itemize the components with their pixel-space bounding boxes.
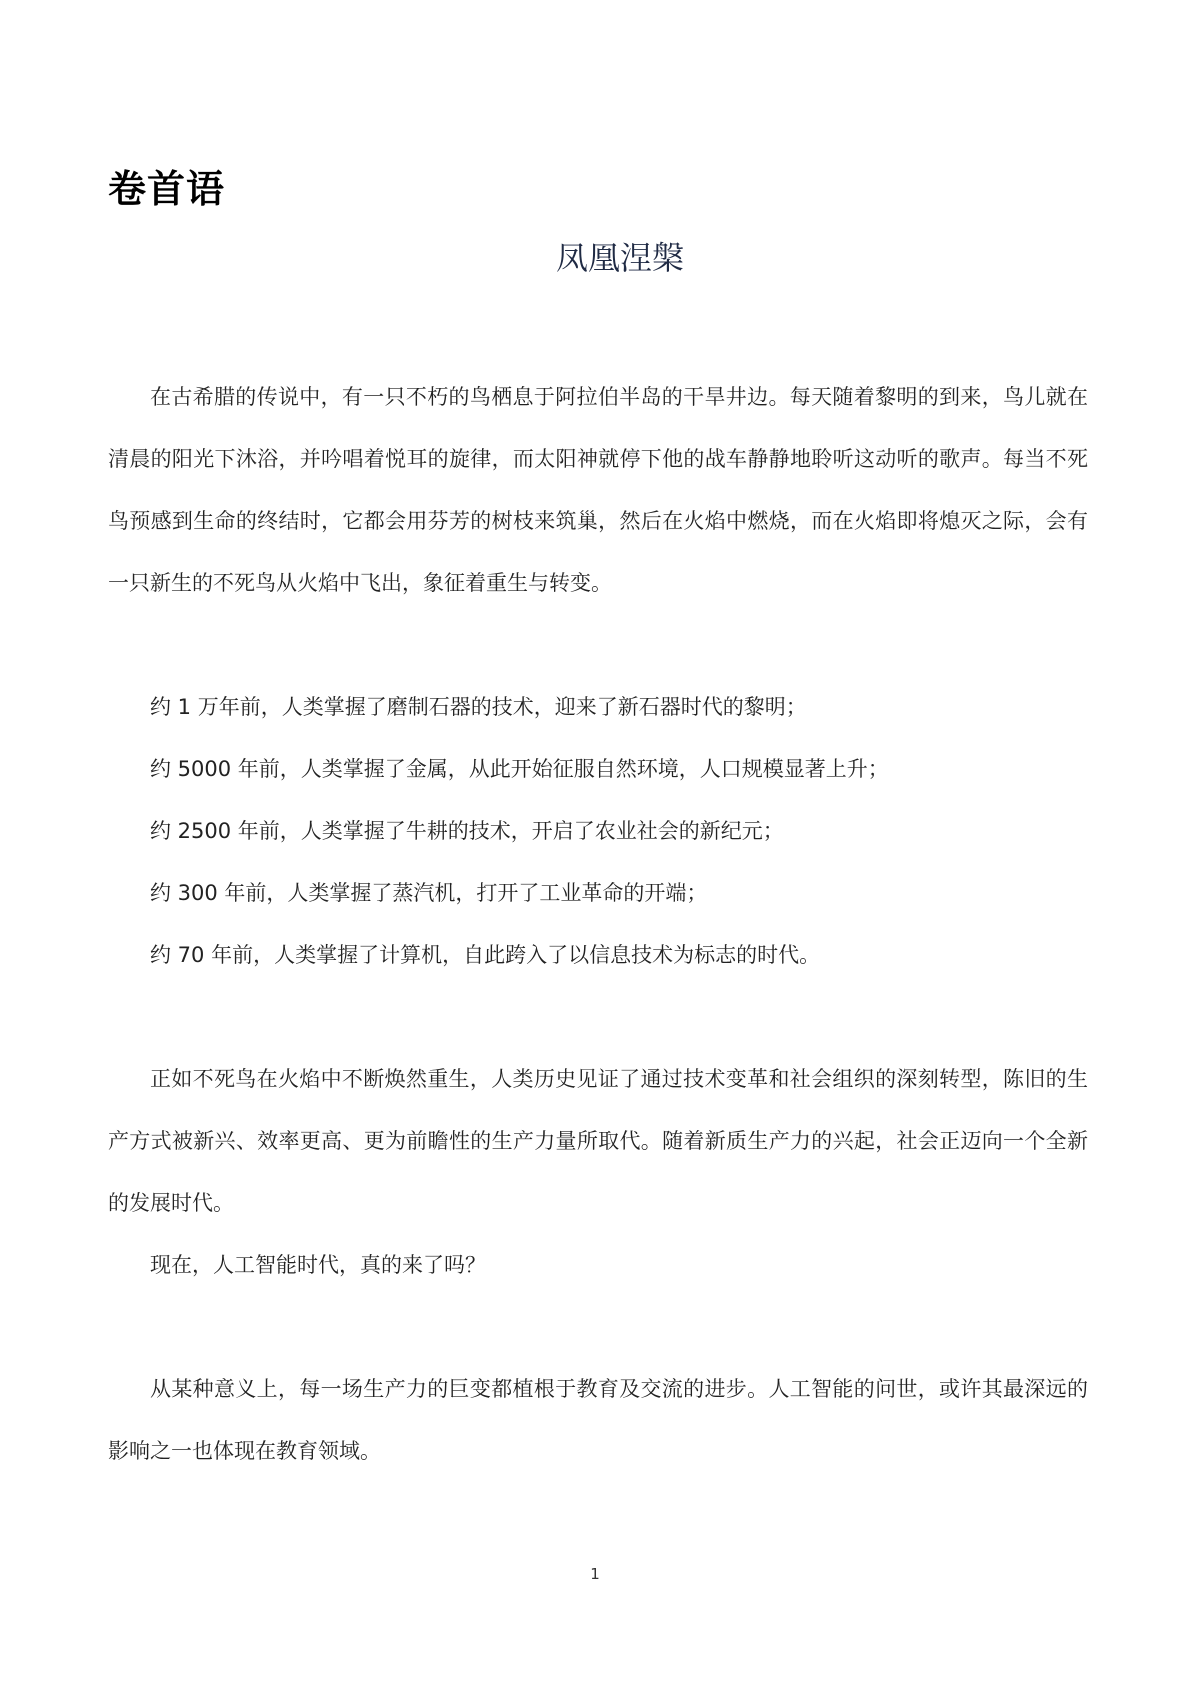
timeline-item: 约 5000 年前，人类掌握了金属，从此开始征服自然环境，人口规模显著上升；: [150, 757, 889, 781]
paragraph-gap: [108, 986, 1088, 1048]
timeline-item: 约 2500 年前，人类掌握了牛耕的技术，开启了农业社会的新纪元；: [150, 819, 784, 843]
paragraph-phoenix-legend: 在古希腊的传说中，有一只不朽的鸟栖息于阿拉伯半岛的干旱井边。每天随着黎明的到来，鸟儿就在清晨的阳光下沐浴，并吟唱着悦耳的旋律，而太阳神就停下他的战车静静地聆听这动听的歌声。每当不死鸟预感到生命的终结时，它都会用芬芳的树枝来筑巢，然后在火焰中燃烧，而在火焰即将熄灭之际，会有一只新生的不死鸟从火焰中飞出，象征着重生与转变。: [108, 385, 1088, 595]
paragraph-question: 现在，人工智能时代，真的来了吗？: [150, 1253, 486, 1277]
timeline-item: 约 1 万年前，人类掌握了磨制石器的技术，迎来了新石器时代的黎明；: [150, 695, 807, 719]
page-number: 1: [590, 1565, 600, 1583]
paragraph-gap: [108, 1296, 1088, 1358]
document-title: 凤凰涅槃: [555, 239, 684, 277]
section-heading: 卷首语: [108, 167, 226, 211]
paragraph-transformation: 正如不死鸟在火焰中不断焕然重生，人类历史见证了通过技术变革和社会组织的深刻转型，陈旧的生产方式被新兴、效率更高、更为前瞻性的生产力量所取代。随着新质生产力的兴起，社会正迈向一个全新的发展时代。: [108, 1067, 1088, 1215]
timeline-item: 约 70 年前，人类掌握了计算机，自此跨入了以信息技术为标志的时代。: [150, 943, 821, 967]
timeline-item: 约 300 年前，人类掌握了蒸汽机，打开了工业革命的开端；: [150, 881, 708, 905]
body-text: [108, 366, 1088, 1482]
paragraph-gap: [108, 614, 1088, 676]
paragraph-education: 从某种意义上，每一场生产力的巨变都植根于教育及交流的进步。人工智能的问世，或许其最深远的影响之一也体现在教育领域。: [108, 1377, 1088, 1463]
